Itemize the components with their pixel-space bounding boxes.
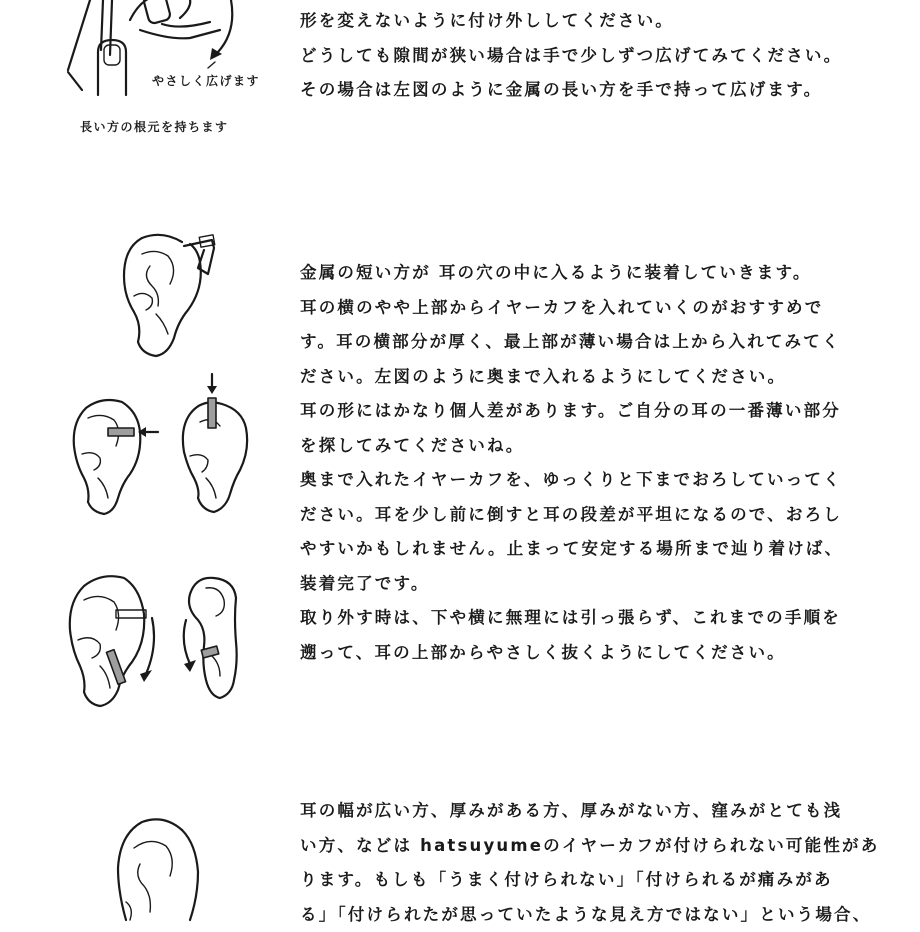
text-line: い方、などは hatsuyumeのイヤーカフが付けられない可能性があ: [300, 829, 880, 864]
hand-spreading-cuff-illustration: [60, 0, 280, 110]
text-line: その場合は左図のように金属の長い方を手で持って広げます。: [300, 73, 880, 108]
text-line: 耳の横のやや上部からイヤーカフを入れていくのがおすすめで: [300, 291, 880, 326]
text-line: 奥まで入れたイヤーカフを、ゆっくりと下までおろしていってく: [300, 463, 880, 498]
text-line: ります。もしも「うまく付けられない」「付けられるが痛みがあ: [300, 863, 880, 898]
text-line: ださい。左図のように奥まで入れるようにしてください。: [300, 360, 880, 395]
section3-text: [300, 794, 880, 932]
large-ear-illustration: [110, 812, 220, 920]
text-line: 遡って、耳の上部からやさしく抜くようにしてください。: [300, 636, 880, 671]
text-line: 金属の短い方が 耳の穴の中に入るように装着していきます。: [300, 256, 880, 291]
text-line: 耳の幅が広い方、厚みがある方、厚みがない方、窪みがとても浅: [300, 794, 880, 829]
text-line: 形を変えないように付け外ししてください。: [300, 4, 880, 39]
text-line: す。耳の横部分が厚く、最上部が薄い場合は上から入れてみてく: [300, 325, 880, 360]
hold-base-label: 長い方の根元を持ちます: [80, 118, 229, 135]
text-line: を探してみてくださいね。: [300, 429, 880, 464]
section1-text: [300, 4, 880, 108]
section2-text: [300, 256, 880, 670]
ear-slide-down-illustration: [64, 570, 174, 710]
ear-with-cuff-top-illustration: [112, 226, 222, 358]
text-line: る」「付けられたが思っていたような見え方ではない」という場合、: [300, 898, 880, 932]
text-line: 装着完了です。: [300, 567, 880, 602]
text-line: 取り外す時は、下や横に無理には引っ張らず、これまでの手順を: [300, 601, 880, 636]
text-line: どうしても隙間が狭い場合は手で少しずつ広げてみてください。: [300, 39, 880, 74]
ear-insert-side-illustration: [66, 394, 166, 516]
ear-insert-top-illustration: [178, 372, 258, 514]
spread-gently-label: やさしく広げます: [152, 72, 260, 89]
text-line: やすいかもしれません。止まって安定する場所まで辿り着けば、: [300, 532, 880, 567]
ear-removal-illustration: [176, 572, 256, 702]
text-line: 耳の形にはかなり個人差があります。ご自分の耳の一番薄い部分: [300, 394, 880, 429]
text-line: ださい。耳を少し前に倒すと耳の段差が平坦になるので、おろし: [300, 498, 880, 533]
